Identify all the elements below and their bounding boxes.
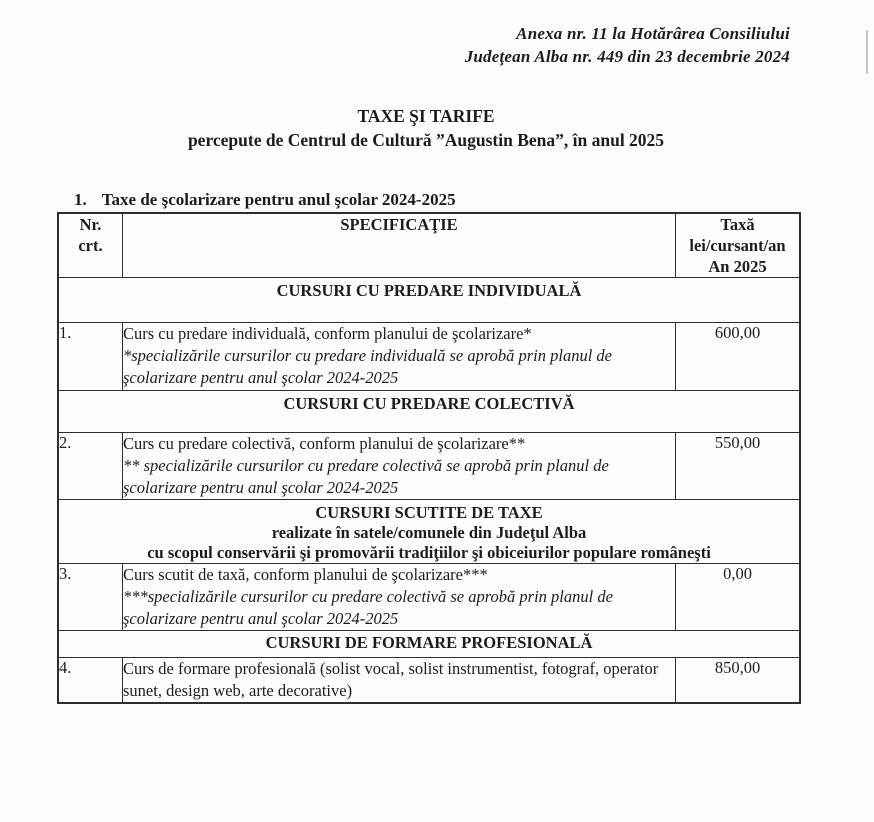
section-row-colectiva (58, 391, 800, 433)
section-line: CURSURI CU PREDARE COLECTIVĂ (283, 394, 575, 413)
cell-nr: 4. (58, 658, 123, 704)
header-cell-nr (58, 213, 123, 278)
annex-reference (465, 22, 790, 68)
section-row-scutite (58, 500, 800, 564)
cell-value: 0,00 (676, 564, 801, 631)
table-header-row (58, 213, 800, 278)
spec-text: Curs scutit de taxă, conform planului de şcolarizare*** (123, 565, 488, 584)
header-cell-taxa (676, 213, 801, 278)
section-heading (74, 190, 456, 210)
section-line: CURSURI DE FORMARE PROFESIONALĂ (265, 633, 593, 652)
spec-note: *specializările cursurilor cu predare individuală se aprobă prin planul de şcolarizare pentru anul şcolar 2024-2025 (123, 346, 613, 387)
cell-value: 550,00 (676, 433, 801, 500)
section-cell (58, 391, 800, 433)
section-line: cu scopul conservării şi promovării tradiţiilor şi obiceiurilor populare româneşti (147, 543, 711, 562)
section-line: CURSURI SCUTITE DE TAXE (315, 503, 543, 522)
spec-note: ***specializările cursurilor cu predare colectivă se aprobă prin planul de şcolarizare pentru anul şcolar 2024-2025 (123, 587, 613, 628)
section-line: CURSURI CU PREDARE INDIVIDUALĂ (276, 281, 582, 300)
cell-spec (123, 323, 676, 391)
section-cell (58, 500, 800, 564)
section-cell (58, 631, 800, 658)
spec-text: Curs cu predare colectivă, conform planului de şcolarizare** (123, 434, 526, 453)
section-title: Taxe de şcolarizare pentru anul şcolar 2024-2025 (101, 190, 456, 209)
header-cell-specificatie: SPECIFICAŢIE (123, 213, 676, 278)
header-taxa-line: lei/cursant/an (689, 236, 786, 255)
spec-text: Curs de formare profesională (solist vocal, solist instrumentist, fotograf, operator sunet, design web, arte decorative) (123, 659, 659, 700)
spec-note: ** specializările cursurilor cu predare colectivă se aprobă prin planul de şcolarizare pentru anul şcolar 2024-2025 (123, 456, 609, 497)
cell-spec (123, 433, 676, 500)
title-line-1: TAXE ŞI TARIFE (357, 106, 495, 126)
table-row-2 (58, 433, 800, 500)
cell-nr: 2. (58, 433, 123, 500)
section-row-individuala (58, 278, 800, 323)
annex-line-1: Anexa nr. 11 la Hotărârea Consiliului (516, 24, 790, 43)
cell-value: 850,00 (676, 658, 801, 704)
section-number: 1. (74, 190, 87, 209)
title-line-2: percepute de Centrul de Cultură ”Augustin Bena”, în anul 2025 (187, 130, 665, 150)
table-row-1 (58, 323, 800, 391)
header-nr-line: Nr. (79, 215, 102, 234)
scan-artifact-line (866, 30, 868, 74)
section-cell (58, 278, 800, 323)
cell-nr: 3. (58, 564, 123, 631)
header-taxa-line: Taxă (720, 215, 755, 234)
fees-table (57, 212, 801, 704)
document-title (57, 104, 795, 152)
table-row-4 (58, 658, 800, 704)
cell-spec (123, 564, 676, 631)
annex-line-2: Judeţean Alba nr. 449 din 23 decembrie 2024 (464, 47, 790, 66)
cell-spec (123, 658, 676, 704)
cell-nr: 1. (58, 323, 123, 391)
cell-value: 600,00 (676, 323, 801, 391)
section-row-formare (58, 631, 800, 658)
table-row-3 (58, 564, 800, 631)
section-line: realizate în satele/comunele din Judeţul Alba (271, 523, 587, 542)
header-nr-line: crt. (78, 236, 103, 255)
spec-text: Curs cu predare individuală, conform planului de şcolarizare* (123, 324, 532, 343)
header-taxa-line: An 2025 (708, 257, 767, 276)
